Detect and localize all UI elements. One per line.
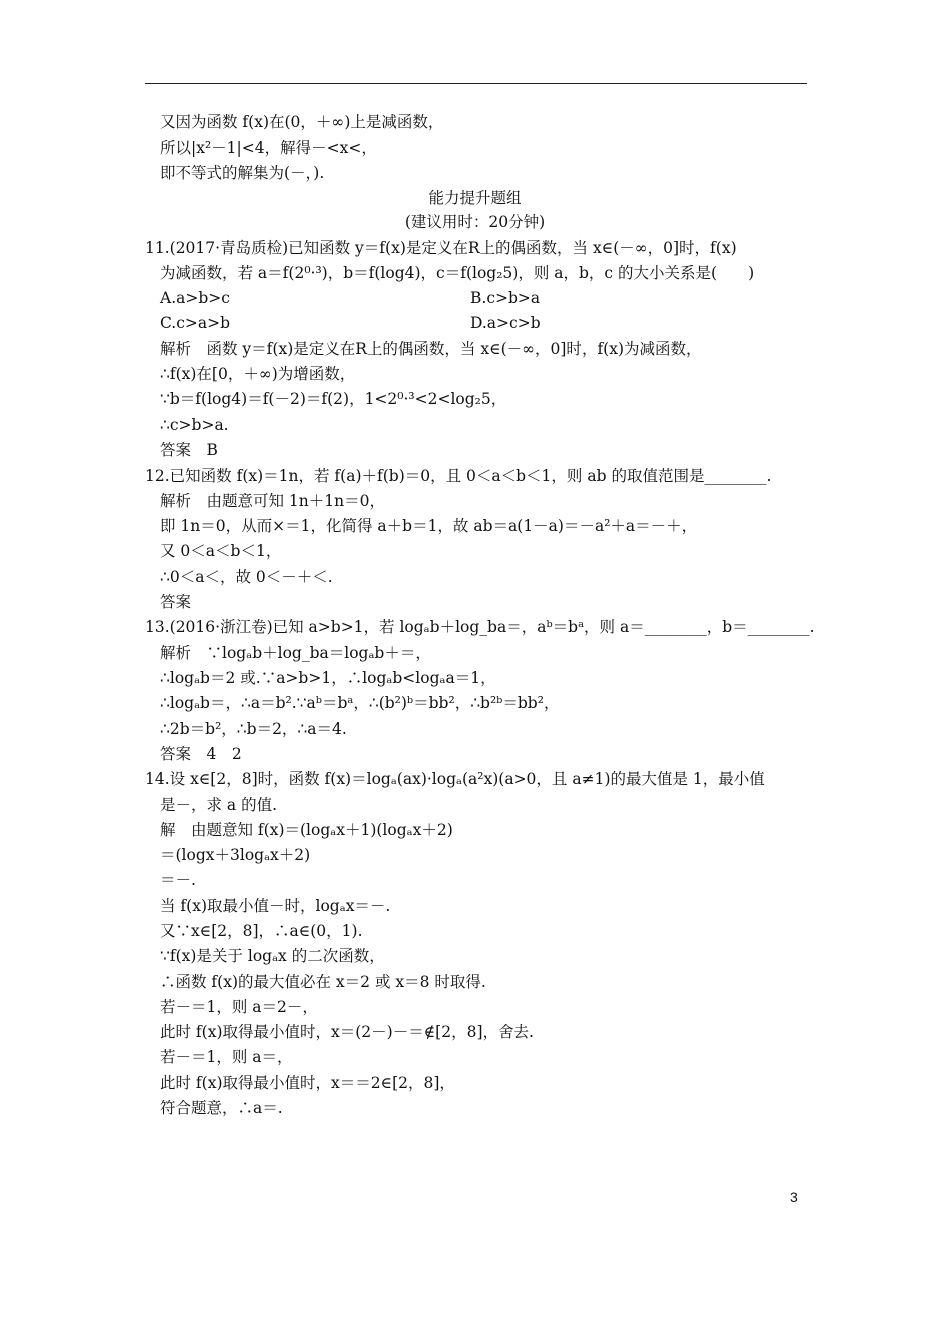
text-line: 此时 f(x)取得最小值时，x＝＝2∈[2，8]， xyxy=(160,1074,455,1092)
text-line: 13.(2016·浙江卷)已知 a>b>1，若 logₐb＋log_ba＝，aᵇ＝bᵃ，则 a＝________，b＝________. xyxy=(145,618,815,636)
text-line: ∴函数 f(x)的最大值必在 x＝2 或 x＝8 时取得. xyxy=(160,973,486,991)
text-line: 解析 由题意可知 1n＋1n＝0， xyxy=(160,492,385,510)
text-line: 若－＝1，则 a＝， xyxy=(160,1048,293,1066)
text-line: A.a>b>c xyxy=(160,289,230,307)
text-line: 当 f(x)取最小值－时，logₐx＝－. xyxy=(160,897,391,915)
text-line: B.c>b>a xyxy=(470,289,541,307)
text-line: 即 1n＝0，从而×＝1，化简得 a＋b＝1，故 ab＝a(1－a)＝－a²＋a＝－＋， xyxy=(160,517,698,535)
text-line: C.c>a>b xyxy=(160,314,231,332)
text-line: 若－＝1，则 a＝2－， xyxy=(160,998,318,1016)
text-line: ∴logₐb＝，∴a＝b².∵aᵇ＝bᵃ，∴(b²)ᵇ＝bb²，∴b²ᵇ＝bb²， xyxy=(160,694,560,712)
text-line: ∴2b＝b²，∴b＝2，∴a＝4. xyxy=(160,720,347,738)
text-line: 又 0＜a＜b＜1， xyxy=(160,542,282,560)
text-line: ＝－. xyxy=(160,871,196,889)
text-line: 解 由题意知 f(x)＝(logₐx＋1)(logₐx＋2) xyxy=(160,821,453,839)
text-line: 此时 f(x)取得最小值时，x＝(2－)－＝∉[2，8]，舍去. xyxy=(160,1023,534,1041)
text-line: 答案 B xyxy=(160,441,218,459)
text-line: 符合题意，∴a＝. xyxy=(160,1099,283,1117)
header-rule xyxy=(145,83,807,84)
text-line: 14.设 x∈[2，8]时，函数 f(x)＝logₐ(ax)·logₐ(a²x)(a>0，且 a≠1)的最大值是 1，最小值 xyxy=(145,770,765,788)
text-line: 即不等式的解集为(－，). xyxy=(160,164,325,182)
text-line: 答案 xyxy=(160,593,192,611)
text-line: 11.(2017·青岛质检)已知函数 y＝f(x)是定义在R上的偶函数，当 x∈(－∞，0]时，f(x) xyxy=(145,239,737,257)
text-line: 所以|x²－1|<4，解得－<x<， xyxy=(160,139,377,157)
text-line: 12.已知函数 f(x)＝1n，若 f(a)＋f(b)＝0，且 0＜a＜b＜1，则 ab 的取值范围是________. xyxy=(145,467,772,485)
text-line: ∵f(x)是关于 logₐx 的二次函数， xyxy=(160,947,385,965)
text-line: ∵b＝f(log4)＝f(－2)＝f(2)，1<2⁰·³<2<log₂5， xyxy=(160,390,507,408)
text-line: ∴f(x)在[0，＋∞)为增函数， xyxy=(160,365,356,383)
text-line: ∴c>b>a. xyxy=(160,416,229,434)
page-number: 3 xyxy=(790,1189,798,1205)
text-line: 解析 函数 y＝f(x)是定义在R上的偶函数，当 x∈(－∞，0]时，f(x)为减函数， xyxy=(160,340,702,358)
text-line: ＝(logx＋3logₐx＋2) xyxy=(160,846,311,864)
text-line: ∴0＜a＜，故 0＜－＋＜. xyxy=(160,568,333,586)
text-line: ∴logₐb＝2 或.∵a>b>1，∴logₐb<logₐa＝1， xyxy=(160,669,496,687)
text-line: 能力提升题组 xyxy=(428,189,522,207)
text-line: 解析 ∵logₐb＋log_ba＝logₐb＋＝， xyxy=(160,644,431,662)
text-line: 为减函数，若 a＝f(2⁰·³)，b＝f(log4)，c＝f(log₂5)，则 a，b，c 的大小关系是( ) xyxy=(160,264,755,282)
text-line: D.a>c>b xyxy=(470,314,541,332)
text-line: 是－，求 a 的值. xyxy=(160,796,278,814)
text-line: (建议用时：20分钟) xyxy=(404,213,546,231)
text-line: 答案 4 2 xyxy=(160,745,242,763)
text-line: 又∵x∈[2，8]，∴a∈(0，1). xyxy=(160,922,363,940)
text-line: 又因为函数 f(x)在(0，＋∞)上是减函数， xyxy=(160,113,444,131)
